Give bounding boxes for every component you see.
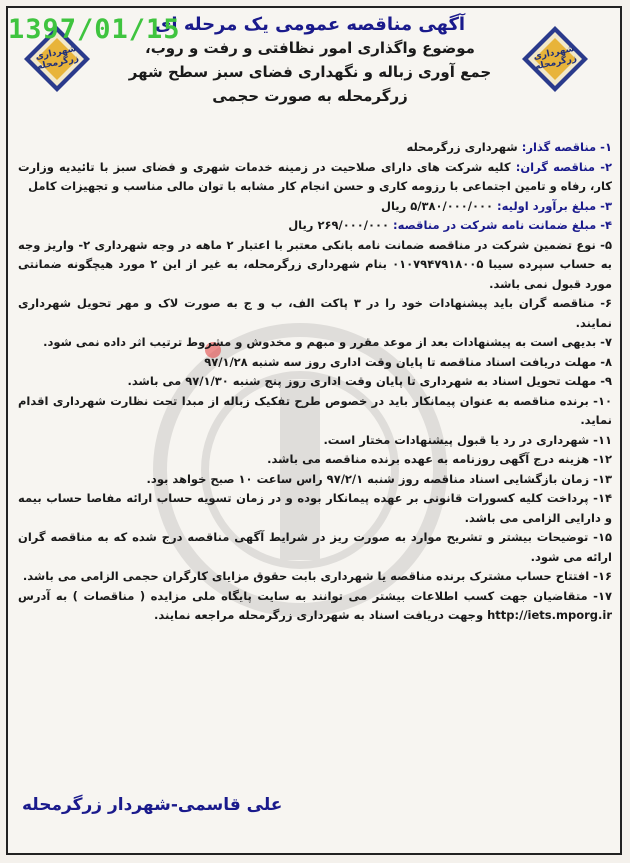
- item-7: ۷- بدیهی است به پیشنهادات بعد از موعد مقرر و مبهم و مخدوش و مشروط ترتیب اثر داده نمی شود.: [43, 335, 612, 349]
- item-14: ۱۴- پرداخت کلیه کسورات قانونی بر عهده پیمانکار بوده و در زمان تسویه حساب ارائه مفاصا حساب بیمه و دارایی الزامی می باشد.: [18, 491, 612, 525]
- item-3: ۳- مبلغ برآورد اولیه: ۵/۳۸۰/۰۰۰/۰۰۰ ریال: [380, 198, 612, 213]
- item-5: ۵- نوع تضمین شرکت در مناقصه ضمانت نامه بانکی معتبر با اعتبار ۲ ماهه در وجه شهرداری ۲- واریز وجه به حساب سپرده سیبا ۰۱۰۷۹۴۷۹۱۸۰۰۵ بنام شهرداری زرگرمحله، به غیر از این ۲ مورد هیچگونه ضمانتی مورد قبول نمی باشد.: [18, 237, 612, 291]
- signature: علی قاسمی-شهردار زرگرمحله: [22, 795, 283, 815]
- item-6: ۶- مناقصه گران باید پیشنهادات خود را در ۳ پاکت الف، ب و ج به صورت لاک و مهر تحویل شهرداری نمایند.: [18, 296, 612, 330]
- item-13: ۱۳- زمان بازگشایی اسناد مناقصه روز شنبه ۹۷/۲/۱ راس ساعت ۱۰ صبح خواهد بود.: [146, 471, 612, 486]
- item-4: ۴- مبلغ ضمانت نامه شرکت در مناقصه: ۲۶۹/۰۰۰/۰۰۰ ریال: [288, 218, 612, 232]
- item-15: ۱۵- توضیحات بیشتر و تشریح موارد به صورت ریز در شرایط آگهی مناقصه درج شده که به مناقصه گران ارائه می شود.: [18, 530, 612, 564]
- subject-line-1: موضوع واگذاری امور نظافتی و رفت و روب،: [145, 39, 475, 57]
- advertisement-body: [18, 138, 612, 626]
- logo-text-left: شهرداری زرگرمحله: [34, 43, 80, 73]
- item-11: ۱۱- شهرداری در رد یا قبول پیشنهادات مختار است.: [323, 432, 612, 447]
- subject-line-3: زرگرمحله به صورت حجمی: [212, 87, 408, 105]
- item-2: ۲- مناقصه گران: کلیه شرکت های دارای صلاحیت در زمینه خدمات شهری و فضای سبز با تائیدیه وزارت کار، رفاه و تامین اجتماعی با رزومه کاری و حسن انجام کار مشابه با توان مالی مناسب و تجهیزات کامل: [18, 159, 612, 193]
- date-stamp: 1397/01/15: [8, 14, 181, 45]
- page-title: آگهی مناقصه عمومی یک مرحله ای: [154, 14, 466, 35]
- item-16: ۱۶- افتتاح حساب مشترک برنده مناقصه یا شهرداری بابت حقوق مزایای کارگران حجمی الزامی می باشد.: [22, 569, 612, 583]
- item-17: ۱۷- متقاضیان جهت کسب اطلاعات بیشتر می توانند به سایت پایگاه ملی مزایده ( مناقصات ) به آدرس http://iets.mporg.ir وجهت دریافت اسناد به شهرداری زرگرمحله مراجعه نمایند.: [18, 588, 612, 622]
- item-12: ۱۲- هزینه درج آگهی روزنامه به عهده برنده مناقصه می باشد.: [267, 452, 612, 466]
- municipality-logo-right: [520, 24, 590, 94]
- subject-line-2: جمع آوری زباله و نگهداری فضای سبز سطح شهر: [128, 63, 492, 81]
- logo-text-right: شهرداری زرگرمحله: [532, 43, 578, 73]
- item-10: ۱۰- برنده مناقصه به عنوان پیمانکار باید در خصوص طرح تفکیک زباله از مبدا تحت نظارت شهرداری اقدام نماید.: [18, 393, 612, 427]
- item-1: ۱- مناقصه گذار: شهرداری زرگرمحله: [406, 140, 612, 154]
- item-8: ۸- مهلت دریافت اسناد مناقصه تا پایان وقت اداری روز سه شنبه ۹۷/۱/۲۸: [204, 354, 612, 369]
- item-9: ۹- مهلت تحویل اسناد به شهرداری تا پایان وقت اداری روز پنج شنبه ۹۷/۱/۳۰ می باشد.: [127, 374, 612, 388]
